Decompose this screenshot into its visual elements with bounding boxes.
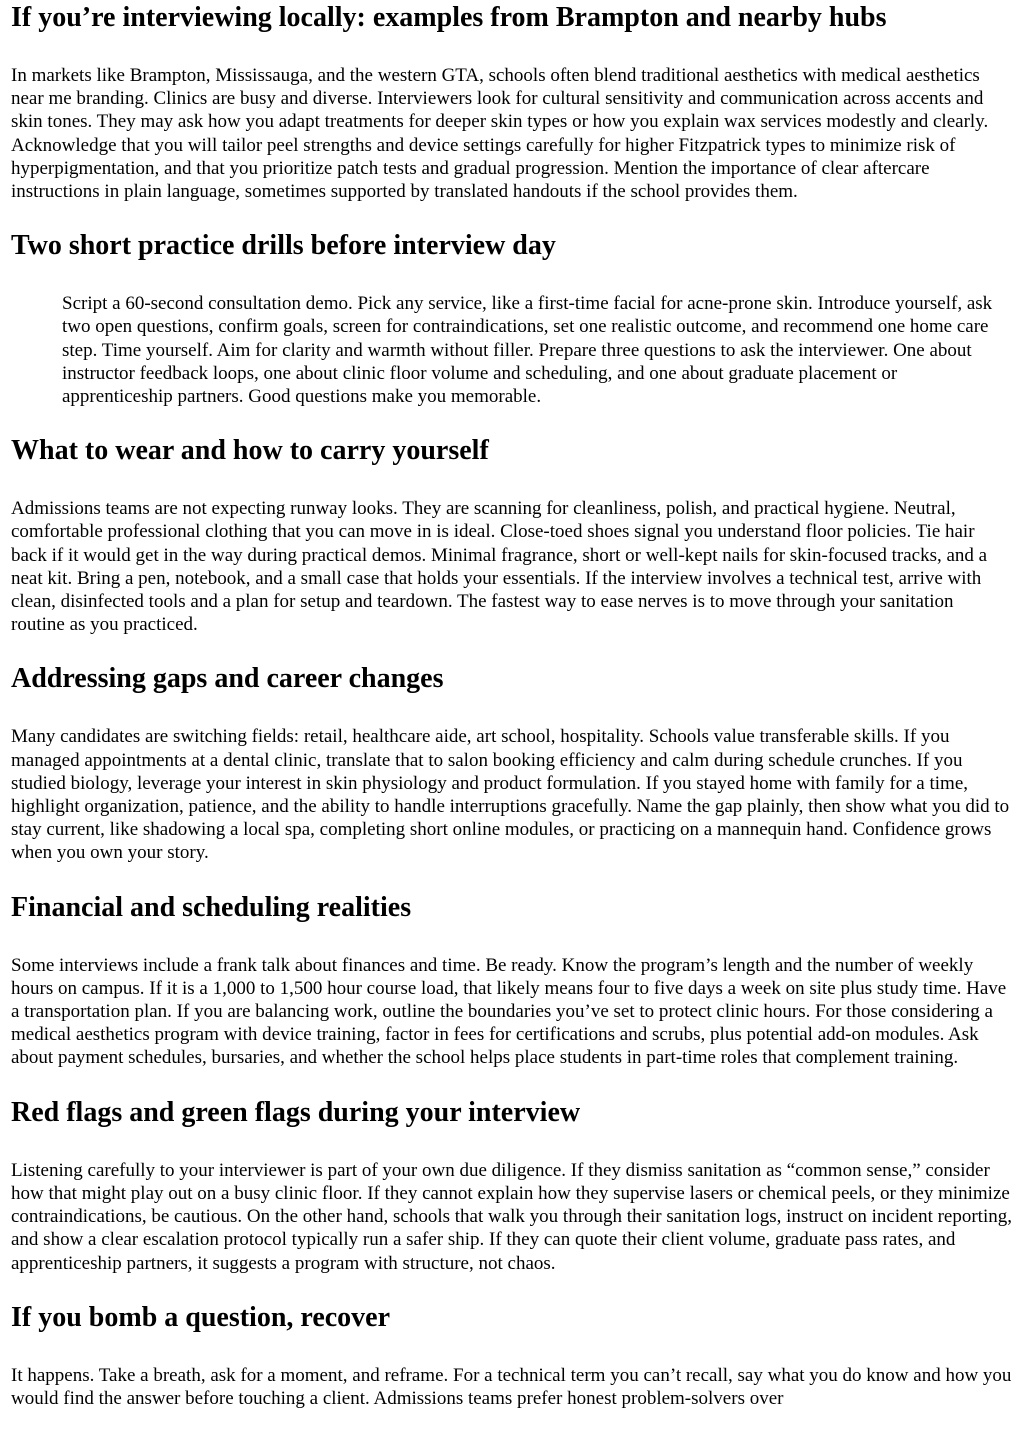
- article: [0, 2, 1024, 1410]
- heading-red-green-flags: Red flags and green flags during your interview: [11, 1096, 581, 1128]
- paragraph-red-green-flags: Listening carefully to your interviewer is part of your own due diligence. If they dismiss sanitation as “common sense,” consider how that might play out on a busy clinic floor. If they cannot explain how they supervise lasers or chemical peels, or they minimize contraindications, be cautious. On the other hand, schools that walk you through their sanitation logs, instruct on incident reporting, and show a clear escalation protocol typically run a safer ship. If they can quote their client volume, graduate pass rates, and apprenticeship partners, it suggests a program with structure, not chaos.: [11, 1159, 1012, 1274]
- paragraph-gaps-career-changes: Many candidates are switching fields: retail, healthcare aide, art school, hospitality. Schools value transferable skills. If you managed appointments at a dental clinic, translate that to salon booking efficiency and calm during schedule crunches. If you studied biology, leverage your interest in skin physiology and product formulation. If you stayed home with family for a time, highlight organization, patience, and the ability to handle interruptions gracefully. Name the gap plainly, then show what you did to stay current, like shadowing a local spa, completing short online modules, or practicing on a mannequin hand. Confidence grows when you own your story.: [11, 726, 1010, 864]
- paragraph-what-to-wear: Admissions teams are not expecting runway looks. They are scanning for cleanliness, polish, and practical hygiene. Neutral, comfortable professional clothing that you can move in is ideal. Close-toed shoes signal you understand floor policies. Tie hair back if it would get in the way during practical demos. Minimal fragrance, short or well-kept nails for skin-focused tracks, and a neat kit. Bring a pen, notebook, and a small case that holds your essentials. If the interview involves a technical test, arrive with clean, disinfected tools and a plan for setup and teardown. The fastest way to ease nerves is to move through your sanitation routine as you practiced.: [11, 498, 988, 636]
- heading-local-interviews: If you’re interviewing locally: examples from Brampton and nearby hubs: [11, 2, 887, 33]
- heading-what-to-wear: What to wear and how to carry yourself: [11, 435, 489, 467]
- blockquote-practice-drills: [62, 292, 1010, 408]
- heading-financial-scheduling: Financial and scheduling realities: [11, 891, 412, 923]
- paragraph-recover: It happens. Take a breath, ask for a moment, and reframe. For a technical term you can’t recall, say what you do know and how you would find the answer before touching a client. Admissions teams prefer honest problem-solvers over: [11, 1364, 1012, 1409]
- heading-practice-drills: Two short practice drills before interview day: [11, 230, 556, 262]
- heading-gaps-career-changes: Addressing gaps and career changes: [11, 663, 444, 695]
- paragraph-practice-drills: Script a 60-second consultation demo. Pick any service, like a first-time facial for acne-prone skin. Introduce yourself, ask two open questions, confirm goals, screen for contraindications, set one realistic outcome, and recommend one home care step. Time yourself. Aim for clarity and warmth without filler. Prepare three questions to ask the interviewer. One about instructor feedback loops, one about clinic floor volume and scheduling, and one about graduate placement or apprenticeship partners. Good questions make you memorable.: [62, 293, 993, 408]
- paragraph-financial-scheduling: Some interviews include a frank talk about finances and time. Be ready. Know the program’s length and the number of weekly hours on campus. If it is a 1,000 to 1,500 hour course load, that likely means four to five days a week on site plus study time. Have a transportation plan. If you are balancing work, outline the boundaries you’ve set to protect clinic hours. For those considering a medical aesthetics program with device training, factor in fees for certifications and scrubs, plus potential add-on modules. Ask about payment schedules, bursaries, and whether the school helps place students in part-time roles that complement training.: [11, 954, 1007, 1069]
- paragraph-local-interviews: In markets like Brampton, Mississauga, and the western GTA, schools often blend traditional aesthetics with medical aesthetics near me branding. Clinics are busy and diverse. Interviewers look for cultural sensitivity and communication across accents and skin tones. They may ask how you adapt treatments for deeper skin types or how you explain wax services modestly and clearly. Acknowledge that you will tailor peel strengths and device settings carefully for higher Fitzpatrick types to minimize risk of hyperpigmentation, and that you prioritize patch tests and gradual progression. Mention the importance of clear aftercare instructions in plain language, sometimes supported by translated handouts if the school provides them.: [11, 65, 989, 203]
- heading-recover: If you bomb a question, recover: [11, 1301, 391, 1333]
